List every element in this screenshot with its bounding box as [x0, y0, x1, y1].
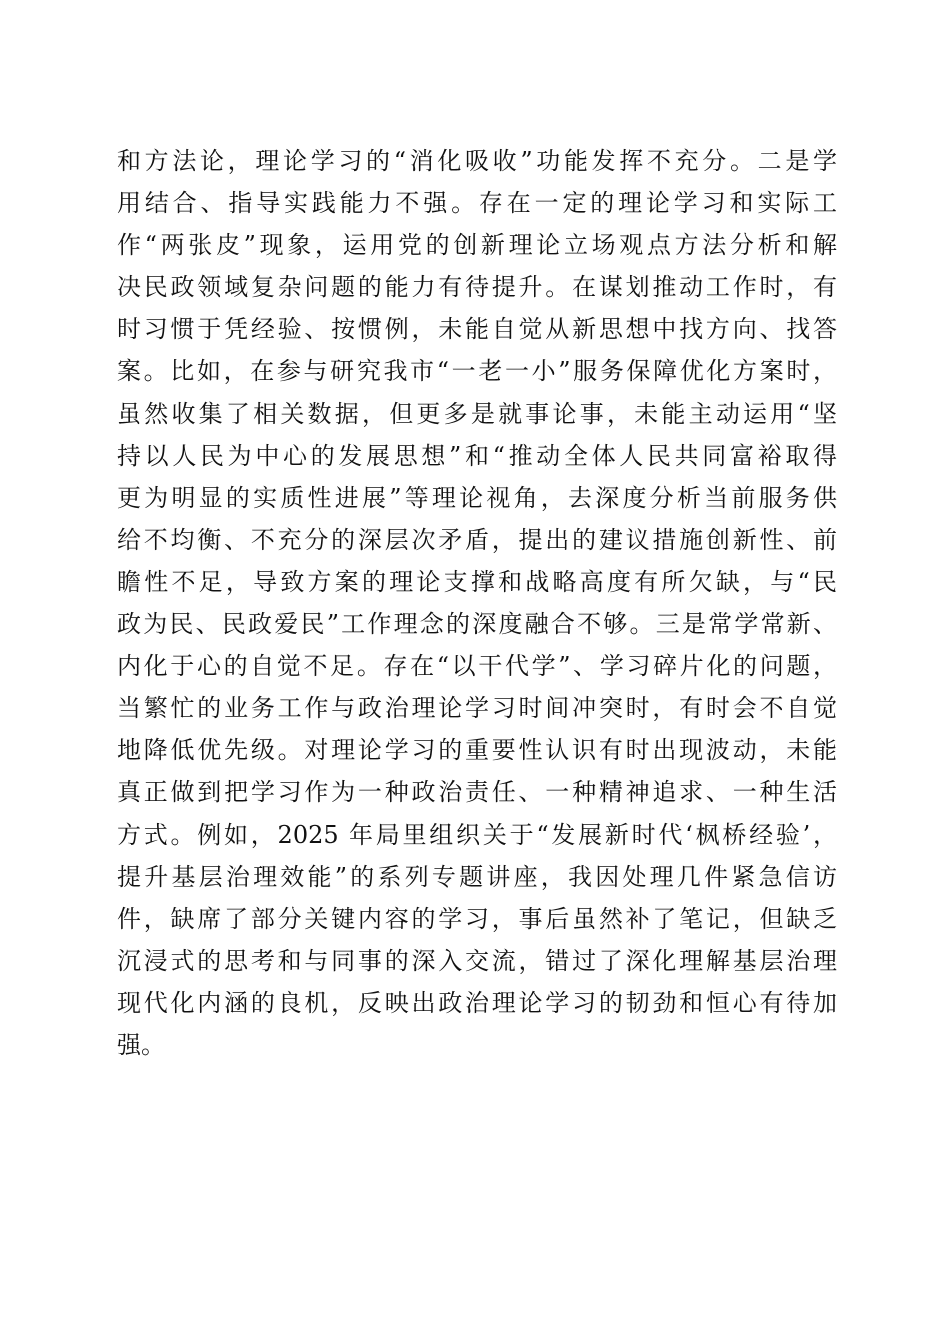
text-line: 作“两张皮”现象，运用党的创新理论立场观点方法分析和解 [117, 231, 837, 260]
text-line: 件，缺席了部分关键内容的学习，事后虽然补了笔记，但缺乏 [117, 904, 837, 933]
text-line: 当繁忙的业务工作与政治理论学习时间冲突时，有时会不自觉 [117, 694, 837, 723]
text-line: 方式。例如，2025 年局里组织关于“发展新时代‘枫桥经验’， [117, 820, 837, 849]
text-line: 真正做到把学习作为一种政治责任、一种精神追求、一种生活 [117, 778, 837, 807]
text-line: 内化于心的自觉不足。存在“以干代学”、学习碎片化的问题， [117, 652, 837, 681]
text-line-last: 强。 [117, 1030, 165, 1059]
text-line: 虽然收集了相关数据，但更多是就事论事，未能主动运用“坚 [117, 399, 837, 428]
text-line: 时习惯于凭经验、按惯例，未能自觉从新思想中找方向、找答 [117, 315, 837, 344]
text-line: 现代化内涵的良机，反映出政治理论学习的韧劲和恒心有待加 [117, 988, 837, 1017]
text-line: 案。比如，在参与研究我市“一老一小”服务保障优化方案时， [117, 357, 837, 386]
text-line: 更为明显的实质性进展”等理论视角，去深度分析当前服务供 [117, 483, 837, 512]
text-line: 给不均衡、不充分的深层次矛盾，提出的建议措施创新性、前 [117, 525, 837, 554]
text-line: 和方法论，理论学习的“消化吸收”功能发挥不充分。二是学 [117, 147, 837, 175]
text-line: 瞻性不足，导致方案的理论支撑和战略高度有所欠缺，与“民 [117, 567, 837, 596]
text-line: 持以人民为中心的发展思想”和“推动全体人民共同富裕取得 [117, 441, 837, 470]
body-paragraph [117, 140, 837, 1066]
text-line: 地降低优先级。对理论学习的重要性认识有时出现波动，未能 [117, 736, 837, 765]
text-line: 政为民、民政爱民”工作理念的深度融合不够。三是常学常新、 [117, 610, 837, 639]
text-line: 沉浸式的思考和与同事的深入交流，错过了深化理解基层治理 [117, 946, 837, 975]
text-line: 用结合、指导实践能力不强。存在一定的理论学习和实际工 [117, 189, 837, 218]
text-line: 决民政领域复杂问题的能力有待提升。在谋划推动工作时，有 [117, 273, 837, 302]
text-line: 提升基层治理效能”的系列专题讲座，我因处理几件紧急信访 [117, 862, 837, 891]
